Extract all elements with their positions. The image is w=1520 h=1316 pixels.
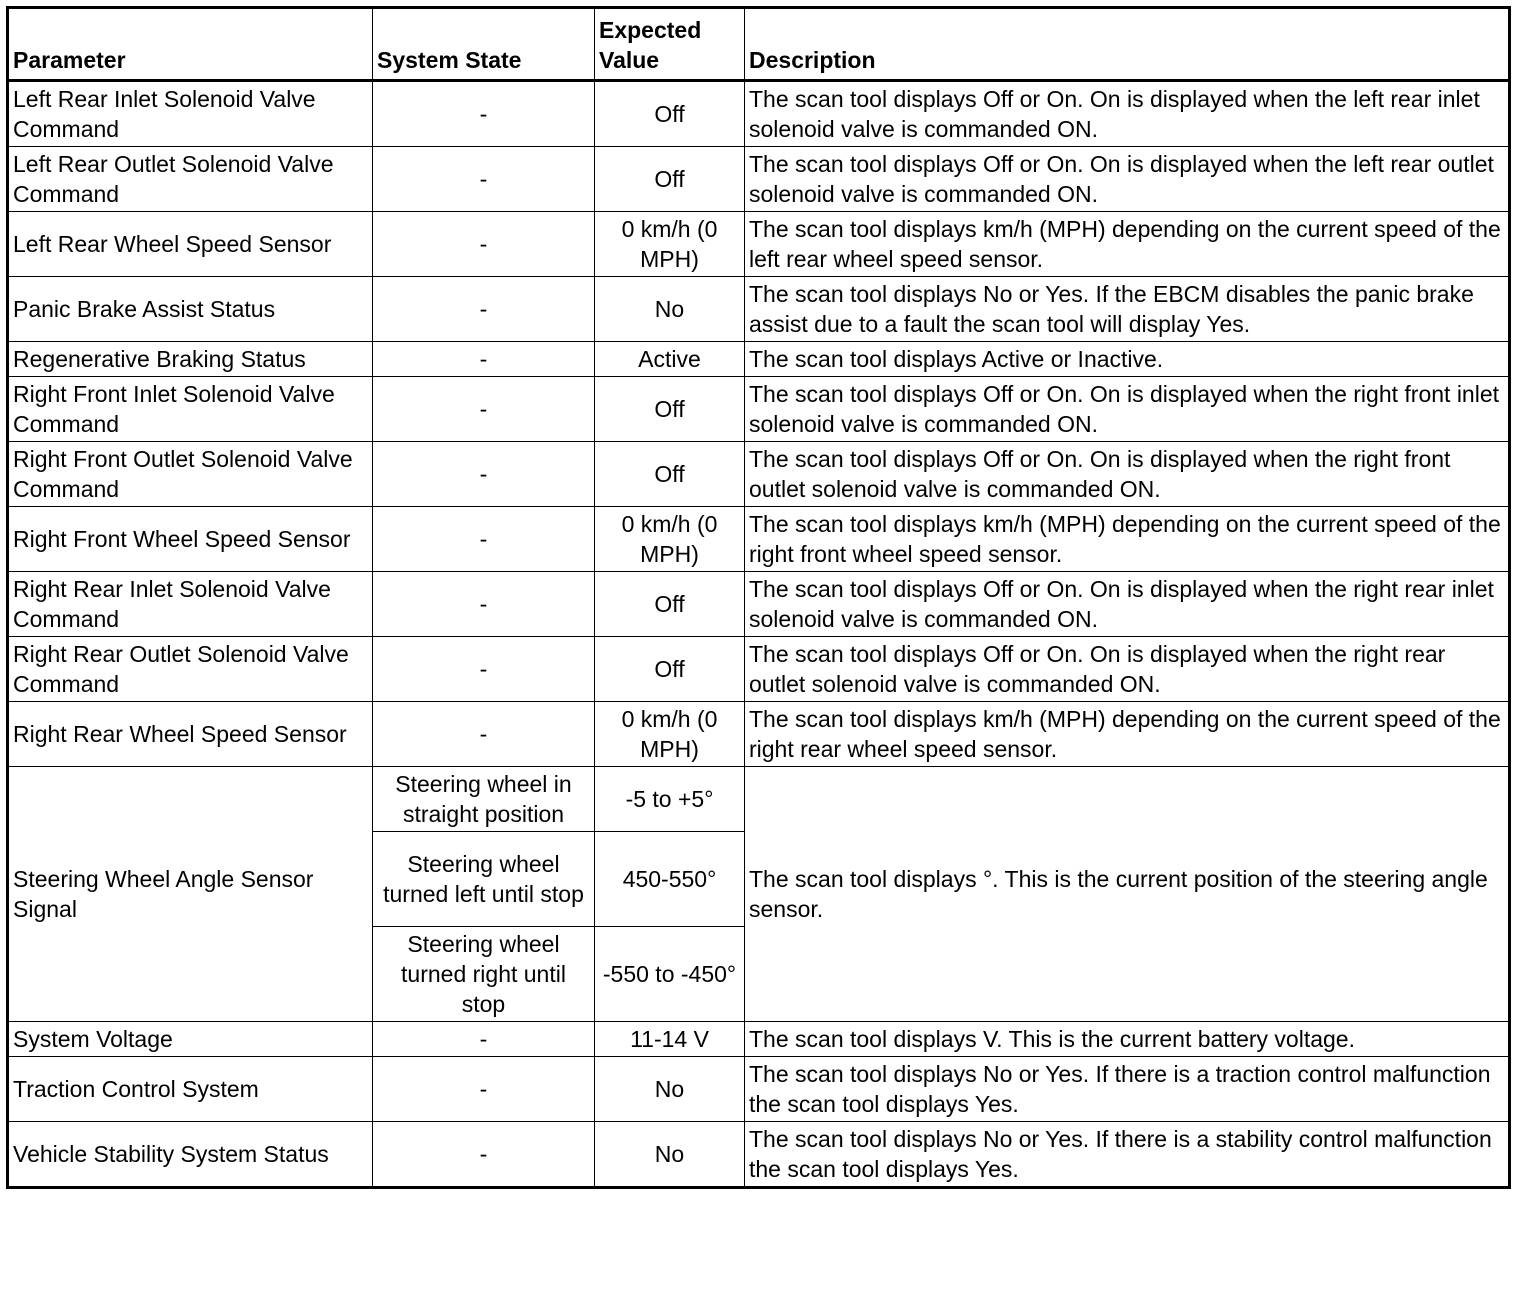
table-row	[8, 702, 1510, 767]
table-row	[8, 442, 1510, 507]
cell-description: The scan tool displays km/h (MPH) depending on the current speed of the left rear wheel speed sensor.	[745, 212, 1510, 277]
table-row	[8, 212, 1510, 277]
cell-system-state: -	[373, 212, 595, 277]
cell-parameter: Regenerative Braking Status	[8, 342, 373, 377]
cell-system-state: -	[373, 147, 595, 212]
cell-description: The scan tool displays V. This is the current battery voltage.	[745, 1022, 1510, 1057]
header-description: Description	[745, 8, 1510, 81]
cell-expected-value: 450-550°	[595, 832, 745, 927]
cell-parameter: Right Rear Outlet Solenoid Valve Command	[8, 637, 373, 702]
cell-system-state: -	[373, 442, 595, 507]
table-row	[8, 572, 1510, 637]
cell-expected-value: 0 km/h (0 MPH)	[595, 212, 745, 277]
cell-description: The scan tool displays km/h (MPH) depending on the current speed of the right front wheel speed sensor.	[745, 507, 1510, 572]
table-row	[8, 1057, 1510, 1122]
table-row	[8, 507, 1510, 572]
cell-system-state: -	[373, 342, 595, 377]
cell-system-state: -	[373, 1122, 595, 1188]
cell-system-state: Steering wheel turned left until stop	[373, 832, 595, 927]
cell-parameter: Traction Control System	[8, 1057, 373, 1122]
cell-parameter: Panic Brake Assist Status	[8, 277, 373, 342]
cell-description: The scan tool displays No or Yes. If there is a traction control malfunction the scan tool displays Yes.	[745, 1057, 1510, 1122]
cell-parameter: Steering Wheel Angle Sensor Signal	[8, 767, 373, 1022]
table-row	[8, 81, 1510, 147]
table-row	[8, 1122, 1510, 1188]
cell-parameter: Right Front Outlet Solenoid Valve Command	[8, 442, 373, 507]
cell-description: The scan tool displays No or Yes. If the EBCM disables the panic brake assist due to a fault the scan tool will display Yes.	[745, 277, 1510, 342]
table-row	[8, 147, 1510, 212]
cell-expected-value: 0 km/h (0 MPH)	[595, 702, 745, 767]
cell-system-state: -	[373, 572, 595, 637]
cell-description: The scan tool displays km/h (MPH) depending on the current speed of the right rear wheel speed sensor.	[745, 702, 1510, 767]
cell-description: The scan tool displays Off or On. On is displayed when the left rear inlet solenoid valve is commanded ON.	[745, 81, 1510, 147]
cell-parameter: Right Rear Wheel Speed Sensor	[8, 702, 373, 767]
table-row	[8, 767, 1510, 832]
header-system-state: System State	[373, 8, 595, 81]
header-parameter: Parameter	[8, 8, 373, 81]
cell-description: The scan tool displays Off or On. On is displayed when the right rear outlet solenoid valve is commanded ON.	[745, 637, 1510, 702]
cell-expected-value: Off	[595, 572, 745, 637]
cell-system-state: -	[373, 1022, 595, 1057]
cell-parameter: Right Front Wheel Speed Sensor	[8, 507, 373, 572]
cell-system-state: Steering wheel in straight position	[373, 767, 595, 832]
cell-expected-value: No	[595, 277, 745, 342]
cell-expected-value: -5 to +5°	[595, 767, 745, 832]
header-expected-value: Expected Value	[595, 8, 745, 81]
cell-expected-value: 0 km/h (0 MPH)	[595, 507, 745, 572]
cell-expected-value: -550 to -450°	[595, 927, 745, 1022]
cell-parameter: System Voltage	[8, 1022, 373, 1057]
table-row	[8, 377, 1510, 442]
table-row	[8, 637, 1510, 702]
cell-system-state: -	[373, 377, 595, 442]
cell-parameter: Left Rear Inlet Solenoid Valve Command	[8, 81, 373, 147]
cell-description: The scan tool displays Off or On. On is displayed when the right front outlet solenoid valve is commanded ON.	[745, 442, 1510, 507]
cell-description: The scan tool displays °. This is the current position of the steering angle sensor.	[745, 767, 1510, 1022]
cell-expected-value: No	[595, 1057, 745, 1122]
cell-system-state: Steering wheel turned right until stop	[373, 927, 595, 1022]
cell-expected-value: Off	[595, 637, 745, 702]
cell-expected-value: Off	[595, 377, 745, 442]
cell-expected-value: No	[595, 1122, 745, 1188]
cell-expected-value: 11-14 V	[595, 1022, 745, 1057]
cell-description: The scan tool displays No or Yes. If there is a stability control malfunction the scan tool displays Yes.	[745, 1122, 1510, 1188]
cell-description: The scan tool displays Off or On. On is displayed when the right front inlet solenoid valve is commanded ON.	[745, 377, 1510, 442]
cell-parameter: Left Rear Outlet Solenoid Valve Command	[8, 147, 373, 212]
table-row	[8, 1022, 1510, 1057]
cell-description: The scan tool displays Off or On. On is displayed when the left rear outlet solenoid valve is commanded ON.	[745, 147, 1510, 212]
cell-parameter: Vehicle Stability System Status	[8, 1122, 373, 1188]
cell-parameter: Right Rear Inlet Solenoid Valve Command	[8, 572, 373, 637]
cell-system-state: -	[373, 507, 595, 572]
cell-system-state: -	[373, 277, 595, 342]
parameter-table	[6, 6, 1511, 1189]
header-row	[8, 8, 1510, 81]
cell-system-state: -	[373, 81, 595, 147]
table-row	[8, 342, 1510, 377]
cell-description: The scan tool displays Active or Inactive.	[745, 342, 1510, 377]
cell-system-state: -	[373, 637, 595, 702]
cell-expected-value: Off	[595, 81, 745, 147]
cell-system-state: -	[373, 1057, 595, 1122]
cell-description: The scan tool displays Off or On. On is displayed when the right rear inlet solenoid valve is commanded ON.	[745, 572, 1510, 637]
cell-system-state: -	[373, 702, 595, 767]
cell-parameter: Left Rear Wheel Speed Sensor	[8, 212, 373, 277]
cell-expected-value: Off	[595, 442, 745, 507]
cell-parameter: Right Front Inlet Solenoid Valve Command	[8, 377, 373, 442]
cell-expected-value: Active	[595, 342, 745, 377]
table-row	[8, 277, 1510, 342]
cell-expected-value: Off	[595, 147, 745, 212]
